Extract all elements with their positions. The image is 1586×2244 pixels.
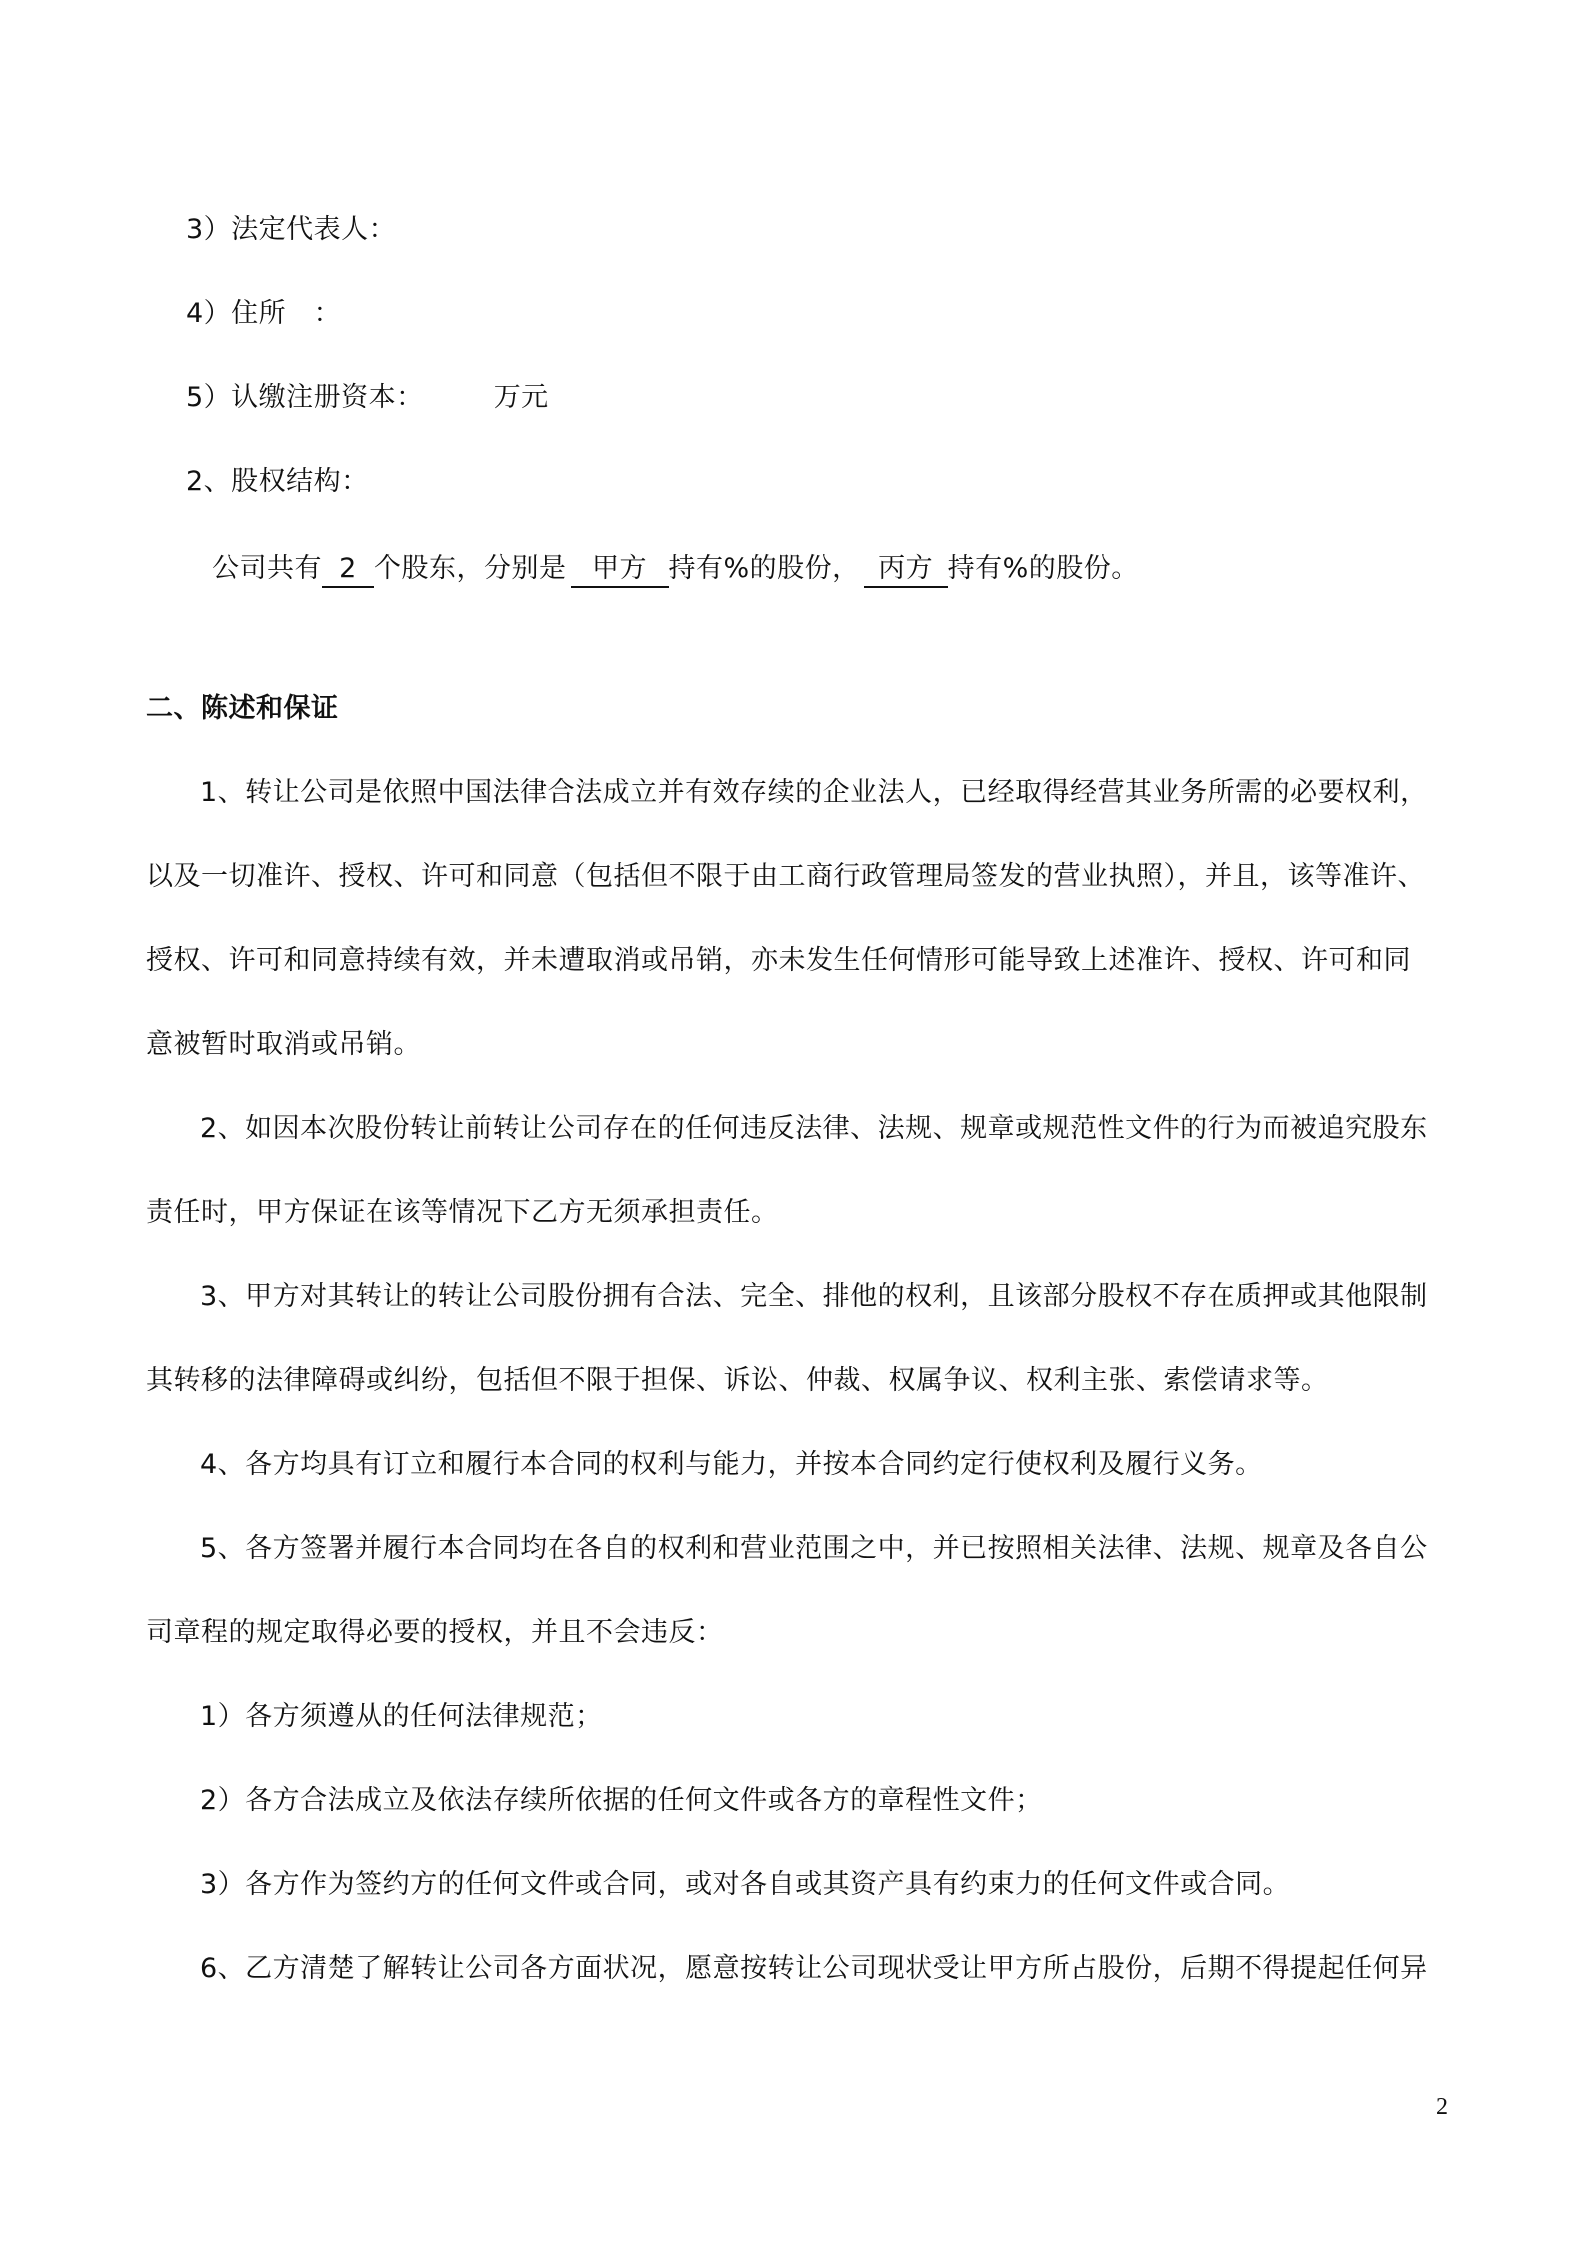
list-item-1: 1）各方须遵从的任何法律规范； (200, 1701, 603, 1732)
section-2-heading: 二、陈述和保证 (146, 693, 339, 724)
p3-line-2: 其转移的法律障碍或纠纷，包括但不限于担保、诉讼、仲裁、权属争议、权利主张、索偿请求等。 (146, 1365, 1329, 1396)
party-a-name: 甲方 (571, 552, 669, 588)
shareholder-count: 2 (322, 552, 374, 588)
equity-text-1: 公司共有 (212, 553, 322, 584)
p5-line-2: 司章程的规定取得必要的授权，并且不会违反： (146, 1617, 724, 1648)
equity-heading: 2、股权结构： (186, 466, 369, 497)
p5-line-1: 5、各方签署并履行本合同均在各自的权利和营业范围之中，并已按照相关法律、法规、规章及各自公 (200, 1533, 1428, 1564)
p1-line-3: 授权、许可和同意持续有效，并未遭取消或吊销，亦未发生任何情形可能导致上述准许、授权、许可和同 (146, 945, 1411, 976)
p1-line-1: 1、转让公司是依照中国法律合法成立并有效存续的企业法人，已经取得经营其业务所需的必要权利， (200, 777, 1428, 808)
equity-text-4: 持有%的股份。 (947, 553, 1139, 584)
p2-line-2: 责任时，甲方保证在该等情况下乙方无须承担责任。 (146, 1197, 779, 1228)
address-line: 4）住所 ： (186, 298, 342, 329)
p6-line-1: 6、乙方清楚了解转让公司各方面状况，愿意按转让公司现状受让甲方所占股份，后期不得提起任何异 (200, 1953, 1428, 1984)
p2-line-1: 2、如因本次股份转让前转让公司存在的任何违反法律、法规、规章或规范性文件的行为而被追究股东 (200, 1113, 1428, 1144)
party-c-name: 丙方 (864, 552, 948, 588)
p4-line: 4、各方均具有订立和履行本合同的权利与能力，并按本合同约定行使权利及履行义务。 (200, 1449, 1263, 1480)
capital-label: 5）认缴注册资本： (186, 382, 424, 413)
equity-structure-line (212, 552, 1139, 588)
legal-rep-line: 3）法定代表人： (186, 214, 397, 245)
p1-line-4: 意被暂时取消或吊销。 (146, 1029, 421, 1060)
p3-line-1: 3、甲方对其转让的转让公司股份拥有合法、完全、排他的权利，且该部分股权不存在质押或其他限制 (200, 1281, 1428, 1312)
list-item-2: 2）各方合法成立及依法存续所依据的任何文件或各方的章程性文件； (200, 1785, 1043, 1816)
list-item-3: 3）各方作为签约方的任何文件或合同，或对各自或其资产具有约束力的任何文件或合同。 (200, 1869, 1291, 1900)
capital-unit: 万元 (493, 382, 549, 413)
page-number: 2 (1436, 2094, 1448, 2120)
equity-text-2: 个股东，分别是 (374, 553, 567, 584)
equity-text-3: 持有%的股份， (668, 553, 860, 584)
p1-line-2: 以及一切准许、授权、许可和同意（包括但不限于由工商行政管理局签发的营业执照），并且，该等准许、 (146, 861, 1425, 892)
capital-line (186, 381, 549, 415)
